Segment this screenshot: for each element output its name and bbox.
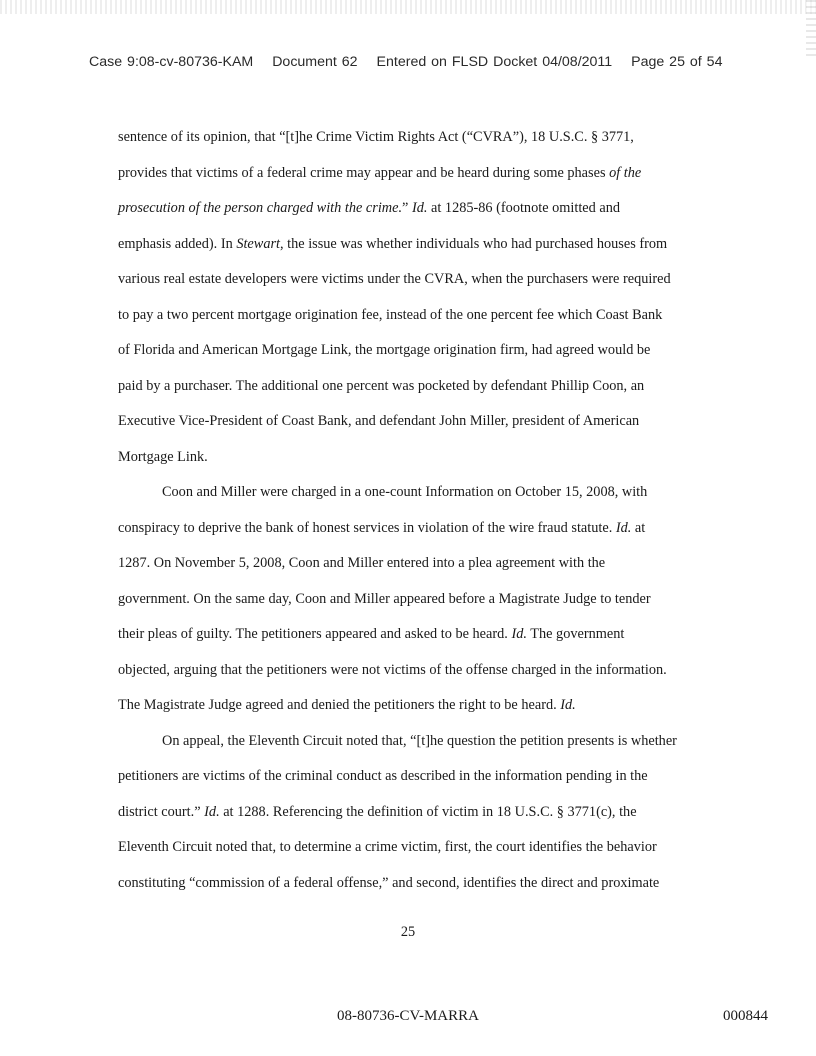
text-run: of Florida and American Mortgage Link, the mortgage origination firm, had agreed would be xyxy=(118,342,651,358)
text-line xyxy=(118,759,718,795)
court-header xyxy=(89,54,722,70)
text-run: various real estate developers were victims under the CVRA, when the purchasers were required xyxy=(118,271,671,287)
text-run: their pleas of guilty. The petitioners appeared and asked to be heard. xyxy=(118,626,512,642)
text-line xyxy=(118,262,718,298)
text-line xyxy=(118,582,718,618)
scan-artifact-right xyxy=(806,0,816,60)
text-run: paid by a purchaser. The additional one percent was pocketed by defendant Phillip Coon, an xyxy=(118,377,645,394)
text-line xyxy=(118,404,718,440)
italic-text: Stewart xyxy=(236,235,280,252)
text-run: ” xyxy=(402,200,412,216)
page-number: 25 xyxy=(400,924,416,940)
text-line xyxy=(118,369,718,405)
text-run: to pay a two percent mortgage origination fee, instead of the one percent fee which Coast Bank xyxy=(118,306,663,323)
text-run: The government xyxy=(526,626,625,642)
text-line xyxy=(118,688,718,724)
text-run: The Magistrate Judge agreed and denied the petitioners the right to be heard. xyxy=(118,697,561,713)
opinion-body xyxy=(118,120,718,901)
case-number: Case 9:08-cv-80736-KAM xyxy=(89,54,254,70)
text-run: petitioners are victims of the criminal conduct as described in the information pending in the xyxy=(118,768,648,784)
page-of: Page 25 of 54 xyxy=(631,54,723,70)
text-run: Mortgage Link. xyxy=(118,448,208,465)
text-run: 1287. On November 5, 2008, Coon and Miller entered into a plea agreement with the xyxy=(118,555,606,571)
italic-text: Id. xyxy=(615,519,632,536)
text-line xyxy=(118,333,718,369)
text-run: at 1288. Referencing the definition of victim in 18 U.S.C. § 3771(c), the xyxy=(219,803,637,820)
text-line xyxy=(118,617,718,653)
italic-text: Id. xyxy=(204,803,220,820)
italic-text: Id. xyxy=(560,697,576,713)
text-run: constituting “commission of a federal offense,” and second, identifies the direct and proximate xyxy=(118,874,660,891)
text-run: , the issue was whether individuals who had purchased houses from xyxy=(280,235,668,252)
italic-text: Id. xyxy=(411,200,428,216)
text-run: objected, arguing that the petitioners were not victims of the offense charged in the information. xyxy=(118,661,667,678)
text-run: On appeal, the Eleventh Circuit noted that, “[t]he question the petition presents is whether xyxy=(162,732,677,749)
text-line xyxy=(118,866,718,902)
text-run: government. On the same day, Coon and Miller appeared before a Magistrate Judge to tender xyxy=(118,590,651,607)
text-line xyxy=(118,546,718,582)
docket-entry: Entered on FLSD Docket 04/08/2011 xyxy=(376,54,613,70)
text-line xyxy=(118,156,718,192)
text-line xyxy=(118,191,718,227)
text-line xyxy=(118,298,718,334)
text-run: provides that victims of a federal crime may appear and be heard during some phases xyxy=(118,164,610,181)
document-number: Document 62 xyxy=(272,54,358,70)
text-run: Executive Vice-President of Coast Bank, and defendant John Miller, president of American xyxy=(118,413,640,429)
italic-text: prosecution of the person charged with the crime. xyxy=(118,200,403,216)
text-line xyxy=(118,227,718,263)
text-run: at 1285-86 (footnote omitted and xyxy=(427,200,621,216)
text-run: Eleventh Circuit noted that, to determine a crime victim, first, the court identifies the behavior xyxy=(118,839,657,855)
text-run: conspiracy to deprive the bank of honest services in violation of the wire fraud statute. xyxy=(118,519,616,536)
text-line xyxy=(118,795,718,831)
text-line xyxy=(118,475,718,511)
italic-text: of the xyxy=(609,164,642,181)
bates-number: 000844 xyxy=(723,1008,768,1024)
text-line xyxy=(118,724,718,760)
text-line xyxy=(118,653,718,689)
text-line xyxy=(118,120,718,156)
italic-text: Id. xyxy=(511,626,527,642)
text-line xyxy=(118,511,718,547)
text-run: emphasis added). In xyxy=(118,235,237,252)
text-run: district court.” xyxy=(118,803,205,820)
footer-case-reference: 08-80736-CV-MARRA xyxy=(337,1008,479,1024)
text-run: at xyxy=(631,519,646,536)
scan-artifact-top xyxy=(0,0,816,14)
text-line xyxy=(118,830,718,866)
text-line xyxy=(118,440,718,476)
text-run: Coon and Miller were charged in a one-count Information on October 15, 2008, with xyxy=(162,484,648,500)
text-run: sentence of its opinion, that “[t]he Crime Victim Rights Act (“CVRA”), 18 U.S.C. § 3771, xyxy=(118,129,634,145)
